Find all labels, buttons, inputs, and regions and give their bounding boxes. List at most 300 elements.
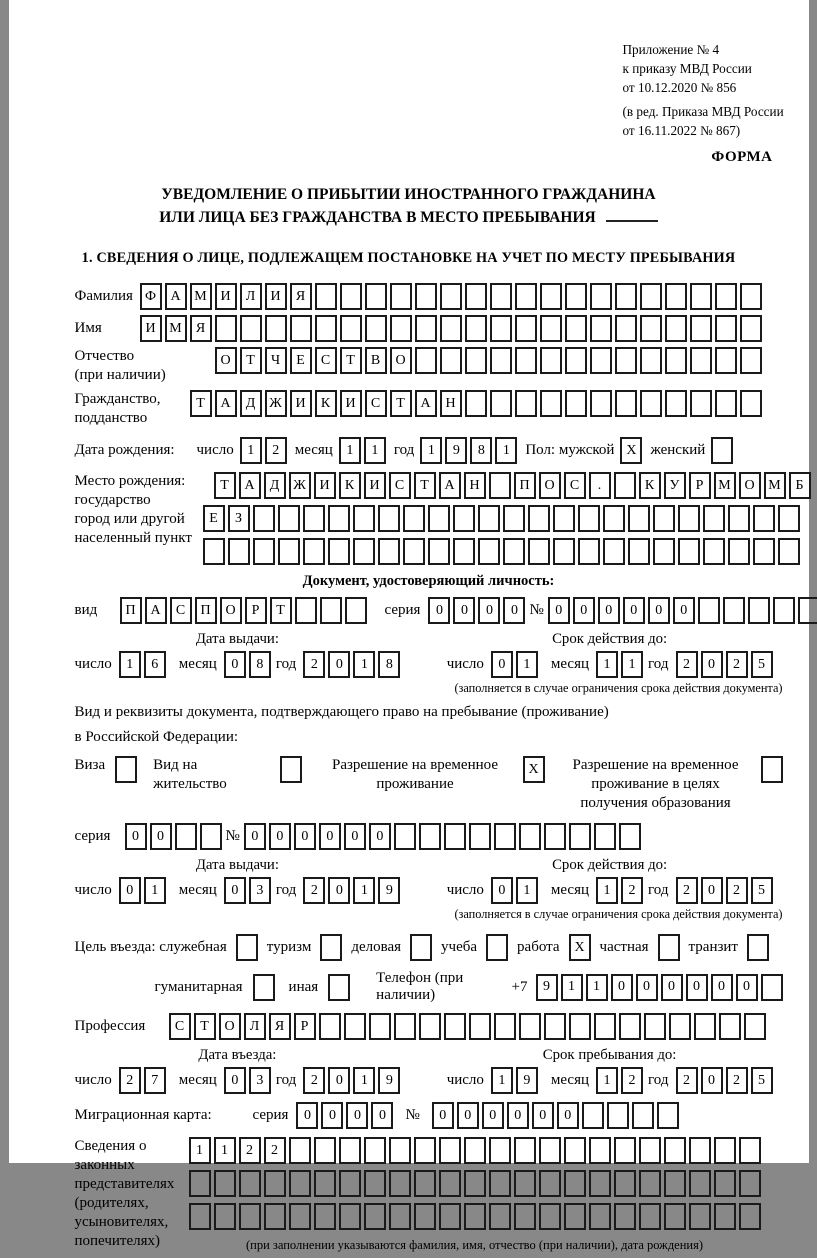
char-box[interactable]	[464, 1170, 486, 1197]
char-box[interactable]: 0	[491, 651, 513, 678]
char-box[interactable]: 9	[516, 1067, 538, 1094]
char-box[interactable]: 0	[491, 877, 513, 904]
char-box[interactable]	[653, 505, 675, 532]
char-box[interactable]	[739, 1203, 761, 1230]
char-box[interactable]	[589, 1203, 611, 1230]
char-box[interactable]	[290, 315, 312, 342]
char-box[interactable]: М	[764, 472, 786, 499]
char-box[interactable]	[614, 1170, 636, 1197]
char-box[interactable]	[428, 505, 450, 532]
char-box[interactable]: Т	[240, 347, 262, 374]
char-box[interactable]	[539, 1203, 561, 1230]
char-box[interactable]	[439, 1203, 461, 1230]
char-box[interactable]: 2	[676, 1067, 698, 1094]
char-box[interactable]	[365, 283, 387, 310]
char-box[interactable]	[280, 756, 302, 783]
char-box[interactable]: 0	[701, 877, 723, 904]
char-box[interactable]	[540, 390, 562, 417]
char-box[interactable]: 5	[751, 1067, 773, 1094]
char-box[interactable]: О	[219, 1013, 241, 1040]
char-box[interactable]: 0	[482, 1102, 504, 1129]
char-box[interactable]	[278, 505, 300, 532]
char-box[interactable]	[553, 538, 575, 565]
char-box[interactable]	[690, 347, 712, 374]
char-box[interactable]	[503, 505, 525, 532]
char-box[interactable]	[658, 934, 680, 961]
char-box[interactable]: 0	[453, 597, 475, 624]
char-box[interactable]: 1	[516, 877, 538, 904]
char-box[interactable]	[664, 1137, 686, 1164]
char-box[interactable]	[657, 1102, 679, 1129]
char-box[interactable]	[690, 390, 712, 417]
char-box[interactable]	[740, 390, 762, 417]
char-box[interactable]	[590, 390, 612, 417]
char-box[interactable]	[773, 597, 795, 624]
char-box[interactable]: Т	[414, 472, 436, 499]
char-box[interactable]: В	[365, 347, 387, 374]
char-box[interactable]: 0	[611, 974, 633, 1001]
char-box[interactable]: 2	[726, 651, 748, 678]
char-box[interactable]	[415, 283, 437, 310]
char-box[interactable]	[414, 1203, 436, 1230]
char-box[interactable]	[564, 1170, 586, 1197]
char-box[interactable]: Д	[240, 390, 262, 417]
char-box[interactable]: 1	[353, 651, 375, 678]
char-box[interactable]	[678, 505, 700, 532]
char-box[interactable]	[489, 1203, 511, 1230]
char-box[interactable]: 1	[189, 1137, 211, 1164]
char-box[interactable]	[594, 1013, 616, 1040]
char-box[interactable]	[328, 974, 350, 1001]
char-box[interactable]: И	[364, 472, 386, 499]
char-box[interactable]	[353, 538, 375, 565]
char-box[interactable]	[607, 1102, 629, 1129]
char-box[interactable]	[640, 315, 662, 342]
char-box[interactable]: 0	[369, 823, 391, 850]
char-box[interactable]	[353, 505, 375, 532]
title-blank-line[interactable]	[606, 209, 658, 222]
char-box[interactable]	[632, 1102, 654, 1129]
char-box[interactable]: 0	[269, 823, 291, 850]
char-box[interactable]: 8	[378, 651, 400, 678]
char-box[interactable]	[553, 505, 575, 532]
char-box[interactable]: У	[664, 472, 686, 499]
char-box[interactable]	[414, 1170, 436, 1197]
char-box[interactable]: 0	[736, 974, 758, 1001]
char-box[interactable]: Т	[190, 390, 212, 417]
char-box[interactable]	[490, 390, 512, 417]
char-box[interactable]: 0	[686, 974, 708, 1001]
char-box[interactable]: X	[569, 934, 591, 961]
char-box[interactable]	[440, 315, 462, 342]
char-box[interactable]	[778, 538, 800, 565]
char-box[interactable]	[715, 390, 737, 417]
char-box[interactable]	[578, 538, 600, 565]
char-box[interactable]	[214, 1170, 236, 1197]
char-box[interactable]	[778, 505, 800, 532]
char-box[interactable]	[639, 1137, 661, 1164]
char-box[interactable]	[439, 1170, 461, 1197]
char-box[interactable]: П	[514, 472, 536, 499]
char-box[interactable]	[303, 505, 325, 532]
char-box[interactable]	[544, 1013, 566, 1040]
char-box[interactable]: 9	[378, 1067, 400, 1094]
char-box[interactable]	[589, 1170, 611, 1197]
char-box[interactable]: А	[239, 472, 261, 499]
char-box[interactable]	[419, 1013, 441, 1040]
char-box[interactable]	[761, 974, 783, 1001]
char-box[interactable]: 2	[303, 651, 325, 678]
char-box[interactable]	[619, 823, 641, 850]
char-box[interactable]	[378, 505, 400, 532]
char-box[interactable]: Т	[270, 597, 292, 624]
char-box[interactable]: 9	[536, 974, 558, 1001]
char-box[interactable]	[715, 315, 737, 342]
char-box[interactable]	[540, 315, 562, 342]
char-box[interactable]	[614, 1203, 636, 1230]
char-box[interactable]: Н	[464, 472, 486, 499]
char-box[interactable]: Т	[340, 347, 362, 374]
char-box[interactable]	[515, 283, 537, 310]
char-box[interactable]: 8	[470, 437, 492, 464]
char-box[interactable]: 1	[586, 974, 608, 1001]
char-box[interactable]	[115, 756, 137, 783]
char-box[interactable]	[453, 505, 475, 532]
char-box[interactable]: Б	[789, 472, 811, 499]
char-box[interactable]: Т	[214, 472, 236, 499]
char-box[interactable]	[594, 823, 616, 850]
char-box[interactable]	[740, 283, 762, 310]
char-box[interactable]	[614, 472, 636, 499]
char-box[interactable]	[415, 315, 437, 342]
char-box[interactable]: 0	[150, 823, 172, 850]
char-box[interactable]: 0	[623, 597, 645, 624]
char-box[interactable]	[739, 1137, 761, 1164]
char-box[interactable]: 2	[119, 1067, 141, 1094]
char-box[interactable]	[340, 283, 362, 310]
char-box[interactable]: Ч	[265, 347, 287, 374]
char-box[interactable]	[264, 1170, 286, 1197]
char-box[interactable]	[344, 1013, 366, 1040]
char-box[interactable]: И	[290, 390, 312, 417]
char-box[interactable]	[640, 390, 662, 417]
char-box[interactable]	[444, 823, 466, 850]
char-box[interactable]	[539, 1137, 561, 1164]
char-box[interactable]	[628, 538, 650, 565]
char-box[interactable]	[515, 315, 537, 342]
char-box[interactable]	[544, 823, 566, 850]
char-box[interactable]	[364, 1170, 386, 1197]
char-box[interactable]: 0	[557, 1102, 579, 1129]
char-box[interactable]	[703, 505, 725, 532]
char-box[interactable]: 0	[119, 877, 141, 904]
char-box[interactable]	[514, 1137, 536, 1164]
char-box[interactable]: К	[315, 390, 337, 417]
char-box[interactable]	[478, 538, 500, 565]
char-box[interactable]: 1	[596, 1067, 618, 1094]
char-box[interactable]	[564, 1203, 586, 1230]
char-box[interactable]	[664, 1203, 686, 1230]
char-box[interactable]: 0	[507, 1102, 529, 1129]
char-box[interactable]: 0	[346, 1102, 368, 1129]
char-box[interactable]	[440, 283, 462, 310]
char-box[interactable]	[653, 538, 675, 565]
char-box[interactable]	[339, 1203, 361, 1230]
char-box[interactable]: 0	[711, 974, 733, 1001]
char-box[interactable]: 0	[648, 597, 670, 624]
char-box[interactable]: 5	[751, 651, 773, 678]
char-box[interactable]	[582, 1102, 604, 1129]
char-box[interactable]	[403, 538, 425, 565]
char-box[interactable]	[469, 1013, 491, 1040]
char-box[interactable]	[615, 390, 637, 417]
char-box[interactable]	[603, 538, 625, 565]
char-box[interactable]	[740, 347, 762, 374]
char-box[interactable]	[590, 347, 612, 374]
char-box[interactable]	[744, 1013, 766, 1040]
char-box[interactable]	[711, 437, 733, 464]
char-box[interactable]	[665, 315, 687, 342]
char-box[interactable]	[365, 315, 387, 342]
char-box[interactable]	[665, 347, 687, 374]
char-box[interactable]	[428, 538, 450, 565]
char-box[interactable]: 0	[532, 1102, 554, 1129]
char-box[interactable]	[689, 1203, 711, 1230]
char-box[interactable]: 3	[249, 1067, 271, 1094]
char-box[interactable]	[339, 1170, 361, 1197]
char-box[interactable]	[578, 505, 600, 532]
char-box[interactable]	[615, 283, 637, 310]
char-box[interactable]	[240, 315, 262, 342]
char-box[interactable]: О	[390, 347, 412, 374]
char-box[interactable]	[515, 390, 537, 417]
char-box[interactable]: О	[739, 472, 761, 499]
char-box[interactable]	[714, 1203, 736, 1230]
char-box[interactable]	[403, 505, 425, 532]
char-box[interactable]	[214, 1203, 236, 1230]
char-box[interactable]	[761, 756, 783, 783]
char-box[interactable]	[464, 1203, 486, 1230]
char-box[interactable]	[714, 1170, 736, 1197]
char-box[interactable]	[690, 283, 712, 310]
char-box[interactable]	[369, 1013, 391, 1040]
char-box[interactable]	[328, 538, 350, 565]
char-box[interactable]: 0	[244, 823, 266, 850]
char-box[interactable]: И	[265, 283, 287, 310]
char-box[interactable]: 0	[457, 1102, 479, 1129]
char-box[interactable]: М	[165, 315, 187, 342]
char-box[interactable]	[698, 597, 720, 624]
char-box[interactable]: 0	[701, 651, 723, 678]
char-box[interactable]	[689, 1170, 711, 1197]
char-box[interactable]: О	[215, 347, 237, 374]
char-box[interactable]: 1	[339, 437, 361, 464]
char-box[interactable]	[519, 1013, 541, 1040]
char-box[interactable]	[569, 823, 591, 850]
char-box[interactable]: 1	[495, 437, 517, 464]
char-box[interactable]	[539, 1170, 561, 1197]
char-box[interactable]	[265, 315, 287, 342]
char-box[interactable]	[628, 505, 650, 532]
char-box[interactable]	[340, 315, 362, 342]
char-box[interactable]	[494, 823, 516, 850]
char-box[interactable]: 0	[294, 823, 316, 850]
char-box[interactable]	[289, 1137, 311, 1164]
char-box[interactable]: 1	[596, 877, 618, 904]
char-box[interactable]: С	[169, 1013, 191, 1040]
char-box[interactable]: И	[140, 315, 162, 342]
char-box[interactable]	[410, 934, 432, 961]
char-box[interactable]	[739, 1170, 761, 1197]
char-box[interactable]	[175, 823, 197, 850]
char-box[interactable]	[540, 283, 562, 310]
char-box[interactable]: 0	[701, 1067, 723, 1094]
char-box[interactable]	[295, 597, 317, 624]
char-box[interactable]	[200, 823, 222, 850]
char-box[interactable]	[464, 1137, 486, 1164]
char-box[interactable]: 2	[726, 877, 748, 904]
char-box[interactable]	[378, 538, 400, 565]
char-box[interactable]	[465, 283, 487, 310]
char-box[interactable]	[753, 538, 775, 565]
char-box[interactable]	[503, 538, 525, 565]
char-box[interactable]	[278, 538, 300, 565]
char-box[interactable]: 6	[144, 651, 166, 678]
char-box[interactable]: 0	[328, 877, 350, 904]
char-box[interactable]	[565, 283, 587, 310]
char-box[interactable]	[490, 283, 512, 310]
char-box[interactable]	[728, 505, 750, 532]
char-box[interactable]	[689, 1137, 711, 1164]
char-box[interactable]	[364, 1203, 386, 1230]
char-box[interactable]: Т	[390, 390, 412, 417]
char-box[interactable]	[364, 1137, 386, 1164]
char-box[interactable]	[239, 1203, 261, 1230]
char-box[interactable]	[390, 315, 412, 342]
char-box[interactable]: 2	[303, 877, 325, 904]
char-box[interactable]: А	[145, 597, 167, 624]
char-box[interactable]: 0	[573, 597, 595, 624]
char-box[interactable]	[565, 347, 587, 374]
char-box[interactable]	[320, 934, 342, 961]
char-box[interactable]: 2	[303, 1067, 325, 1094]
char-box[interactable]: Ж	[289, 472, 311, 499]
char-box[interactable]: 2	[726, 1067, 748, 1094]
char-box[interactable]: 2	[676, 651, 698, 678]
char-box[interactable]	[415, 347, 437, 374]
char-box[interactable]	[614, 1137, 636, 1164]
char-box[interactable]	[390, 283, 412, 310]
char-box[interactable]	[314, 1137, 336, 1164]
char-box[interactable]: X	[523, 756, 545, 783]
char-box[interactable]	[528, 538, 550, 565]
char-box[interactable]	[289, 1170, 311, 1197]
char-box[interactable]	[439, 1137, 461, 1164]
char-box[interactable]	[264, 1203, 286, 1230]
char-box[interactable]: 2	[239, 1137, 261, 1164]
char-box[interactable]: П	[120, 597, 142, 624]
char-box[interactable]: Н	[440, 390, 462, 417]
char-box[interactable]: 7	[144, 1067, 166, 1094]
char-box[interactable]	[465, 390, 487, 417]
char-box[interactable]: С	[170, 597, 192, 624]
char-box[interactable]: 1	[364, 437, 386, 464]
char-box[interactable]: 1	[144, 877, 166, 904]
char-box[interactable]	[465, 315, 487, 342]
char-box[interactable]: 0	[328, 651, 350, 678]
char-box[interactable]	[669, 1013, 691, 1040]
char-box[interactable]: О	[220, 597, 242, 624]
char-box[interactable]	[665, 283, 687, 310]
char-box[interactable]	[486, 934, 508, 961]
char-box[interactable]: М	[714, 472, 736, 499]
char-box[interactable]: 9	[378, 877, 400, 904]
char-box[interactable]: 0	[224, 1067, 246, 1094]
char-box[interactable]	[619, 1013, 641, 1040]
char-box[interactable]: Р	[689, 472, 711, 499]
char-box[interactable]: А	[215, 390, 237, 417]
char-box[interactable]: 0	[296, 1102, 318, 1129]
char-box[interactable]	[319, 1013, 341, 1040]
char-box[interactable]: 0	[636, 974, 658, 1001]
char-box[interactable]	[253, 974, 275, 1001]
char-box[interactable]: С	[389, 472, 411, 499]
char-box[interactable]	[644, 1013, 666, 1040]
char-box[interactable]	[690, 315, 712, 342]
char-box[interactable]: 0	[503, 597, 525, 624]
char-box[interactable]: 1	[621, 651, 643, 678]
char-box[interactable]	[703, 538, 725, 565]
char-box[interactable]: 1	[420, 437, 442, 464]
char-box[interactable]: С	[365, 390, 387, 417]
char-box[interactable]	[715, 347, 737, 374]
char-box[interactable]: 1	[214, 1137, 236, 1164]
char-box[interactable]	[728, 538, 750, 565]
char-box[interactable]	[236, 934, 258, 961]
char-box[interactable]: Р	[245, 597, 267, 624]
char-box[interactable]	[489, 1137, 511, 1164]
char-box[interactable]	[494, 1013, 516, 1040]
char-box[interactable]	[514, 1170, 536, 1197]
char-box[interactable]: Я	[290, 283, 312, 310]
char-box[interactable]	[490, 347, 512, 374]
char-box[interactable]: 0	[321, 1102, 343, 1129]
char-box[interactable]: Л	[240, 283, 262, 310]
char-box[interactable]	[314, 1203, 336, 1230]
char-box[interactable]	[590, 283, 612, 310]
char-box[interactable]: 0	[428, 597, 450, 624]
char-box[interactable]: 8	[249, 651, 271, 678]
char-box[interactable]	[615, 315, 637, 342]
char-box[interactable]	[490, 315, 512, 342]
char-box[interactable]: А	[165, 283, 187, 310]
char-box[interactable]	[664, 1170, 686, 1197]
char-box[interactable]: 1	[353, 877, 375, 904]
char-box[interactable]	[640, 283, 662, 310]
char-box[interactable]: 2	[676, 877, 698, 904]
char-box[interactable]	[189, 1170, 211, 1197]
char-box[interactable]	[590, 315, 612, 342]
char-box[interactable]: С	[315, 347, 337, 374]
char-box[interactable]	[440, 347, 462, 374]
char-box[interactable]	[189, 1203, 211, 1230]
char-box[interactable]: 0	[319, 823, 341, 850]
char-box[interactable]	[753, 505, 775, 532]
char-box[interactable]: Е	[203, 505, 225, 532]
char-box[interactable]: 1	[119, 651, 141, 678]
char-box[interactable]: 1	[516, 651, 538, 678]
char-box[interactable]: М	[190, 283, 212, 310]
